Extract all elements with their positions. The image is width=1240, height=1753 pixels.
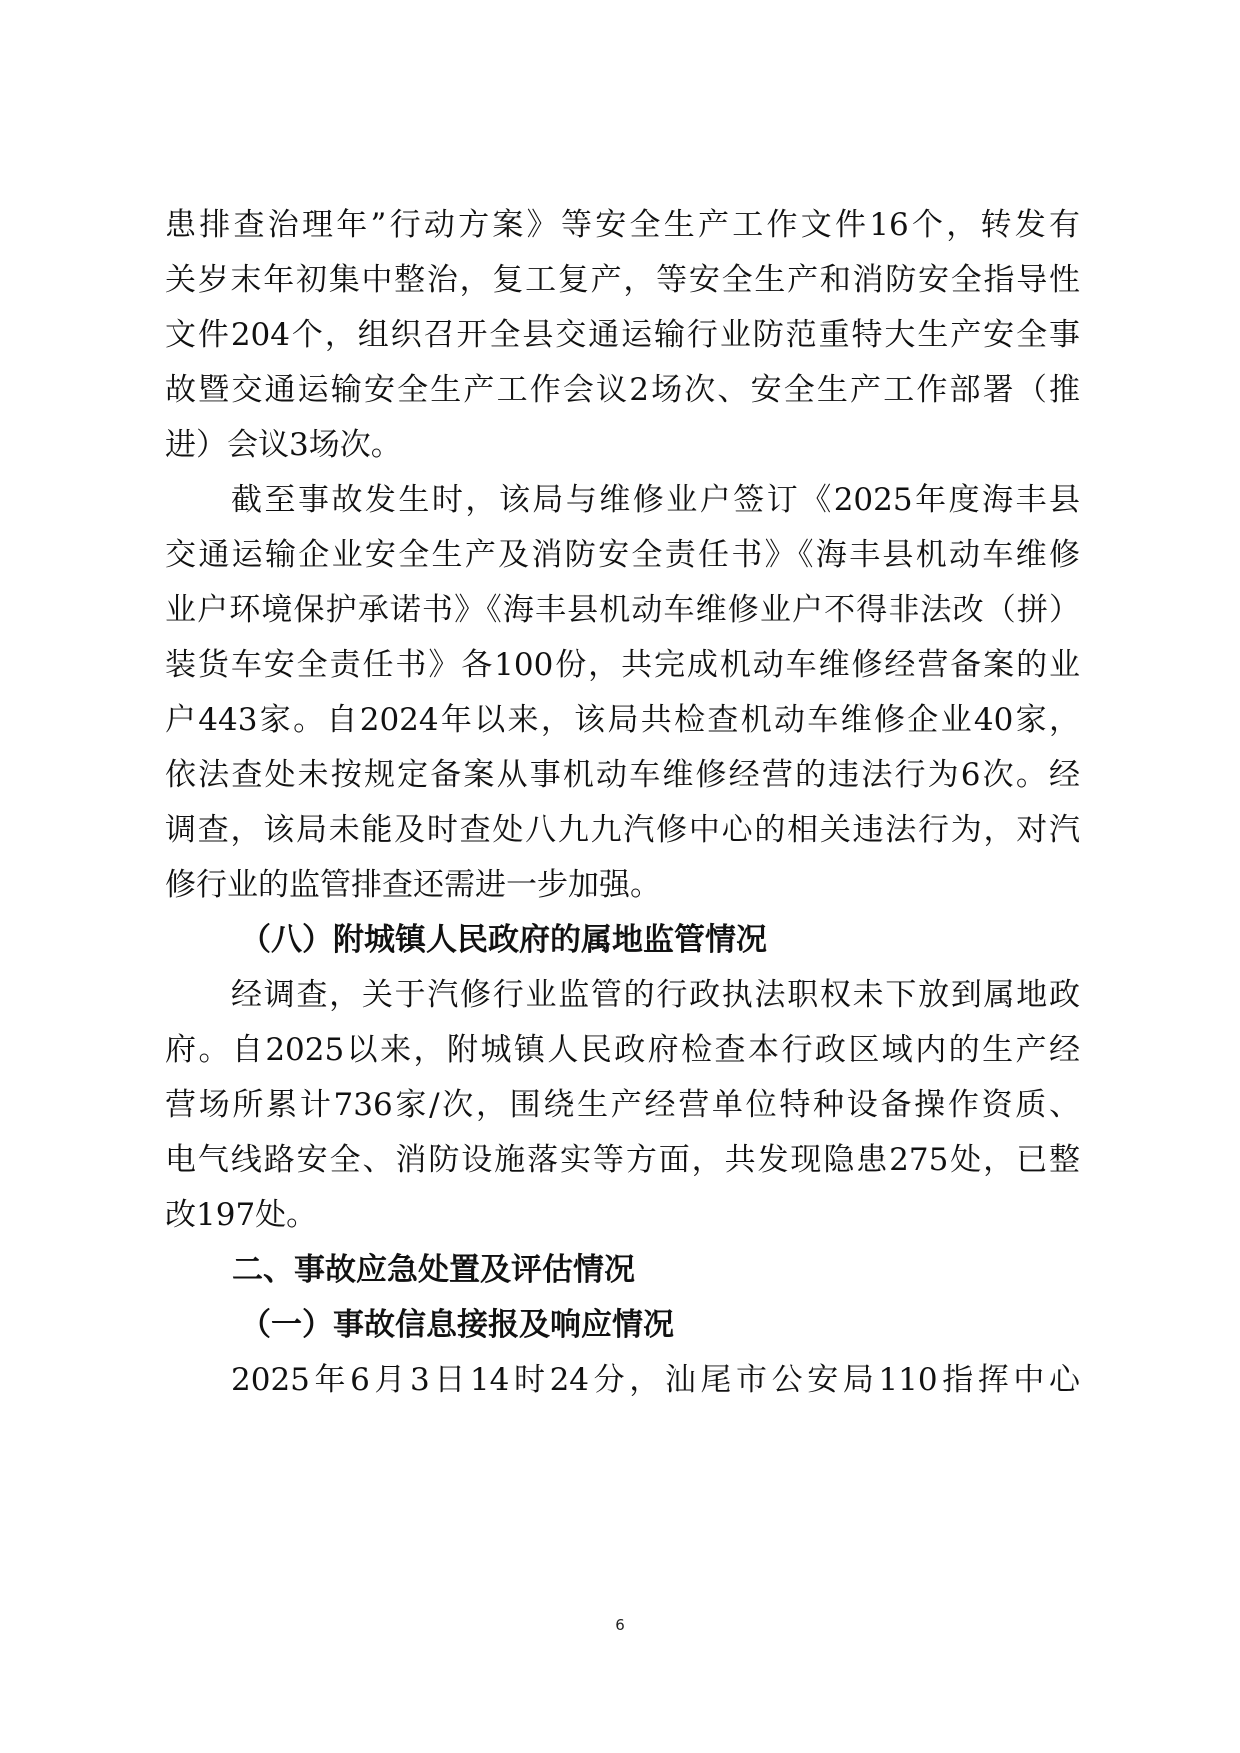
paragraph-line: 截至事故发生时，该局与维修业户签订《2025年度海丰县	[231, 482, 1080, 518]
paragraph-line: 进）会议3场次。	[165, 427, 402, 463]
subsection-heading: （一）事故信息接报及响应情况	[240, 1307, 674, 1343]
paragraph-line: 故暨交通运输安全生产工作会议2场次、安全生产工作部署（推	[165, 372, 1080, 408]
paragraph-line: 府。自2025以来，附城镇人民政府检查本行政区域内的生产经	[165, 1032, 1080, 1068]
paragraph-line: 电气线路安全、消防设施落实等方面，共发现隐患275处，已整	[165, 1142, 1080, 1178]
paragraph-line: 交通运输企业安全生产及消防安全责任书》《海丰县机动车维修	[165, 537, 1080, 573]
paragraph-line: 修行业的监管排查还需进一步加强。	[165, 867, 661, 903]
paragraph-line: 业户环境保护承诺书》《海丰县机动车维修业户不得非法改（拼）	[165, 592, 1080, 628]
paragraph-line: 文件204个，组织召开全县交通运输行业防范重特大生产安全事	[165, 317, 1080, 353]
paragraph-line: 装货车安全责任书》各100份，共完成机动车维修经营备案的业	[165, 647, 1080, 683]
paragraph-line: 改197处。	[165, 1197, 318, 1233]
paragraph-line: 依法查处未按规定备案从事机动车维修经营的违法行为6次。经	[165, 757, 1080, 793]
paragraph-line: 调查，该局未能及时查处八九九汽修中心的相关违法行为，对汽	[165, 812, 1080, 848]
paragraph-line: 患排查治理年”行动方案》等安全生产工作文件16个，转发有	[165, 207, 1080, 243]
paragraph-line: 营场所累计736家/次，围绕生产经营单位特种设备操作资质、	[165, 1087, 1080, 1123]
section-heading: （八）附城镇人民政府的属地监管情况	[240, 922, 767, 958]
paragraph-line: 户443家。自2024年以来，该局共检查机动车维修企业40家，	[165, 702, 1080, 738]
section-heading: 二、事故应急处置及评估情况	[232, 1252, 635, 1288]
paragraph-line: 2025年6月3日14时24分，汕尾市公安局110指挥中心	[231, 1362, 1080, 1398]
paragraph-line: 经调查，关于汽修行业监管的行政执法职权未下放到属地政	[231, 977, 1080, 1013]
paragraph-line: 关岁末年初集中整治，复工复产，等安全生产和消防安全指导性	[165, 262, 1080, 298]
page-number: 6	[615, 1616, 625, 1634]
